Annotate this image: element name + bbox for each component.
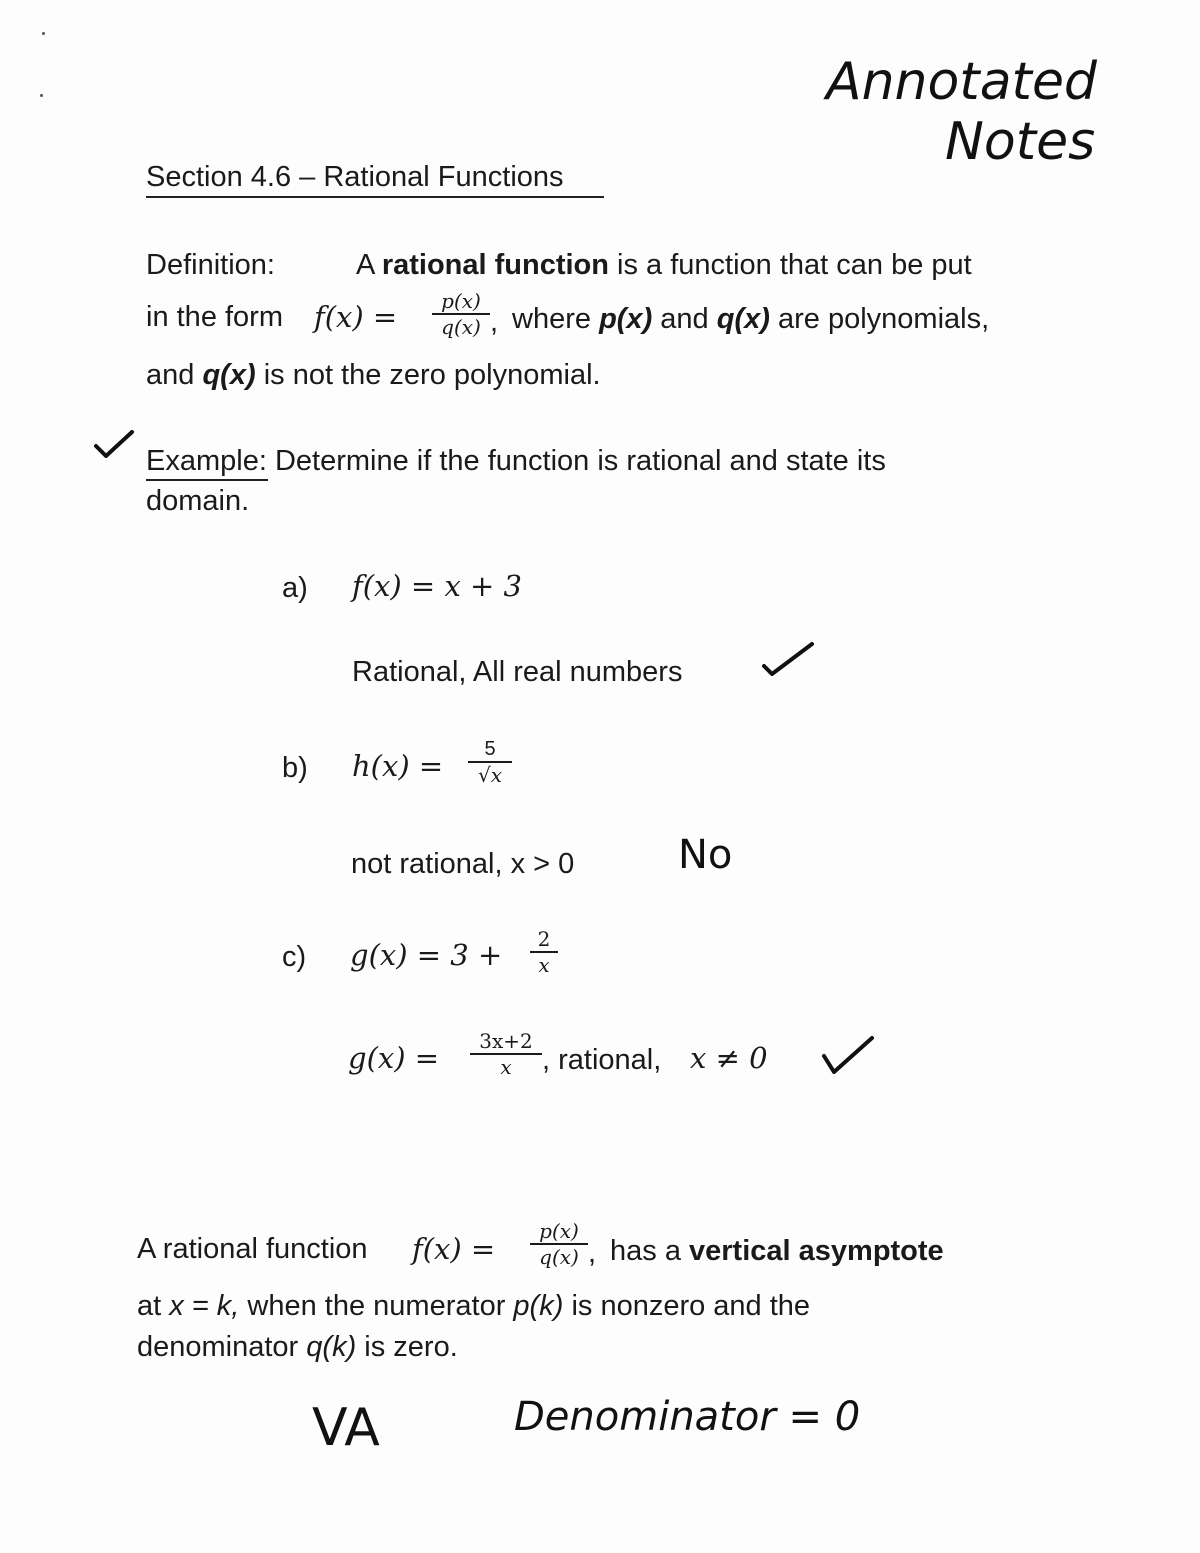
item-c-answer-fraction bbox=[470, 1030, 542, 1078]
definition-line3-post: is not the zero polynomial. bbox=[263, 359, 601, 391]
example-text: : Determine if the function is rational and state its bbox=[258, 445, 886, 477]
item-b-label: b) bbox=[282, 752, 308, 784]
va-line1-mid: has a bbox=[610, 1235, 681, 1267]
item-c-answer-lhs: g(x) = bbox=[348, 1041, 440, 1075]
item-a-label: a) bbox=[282, 572, 308, 604]
va-line1-rest bbox=[610, 1234, 944, 1269]
definition-line1 bbox=[356, 248, 972, 283]
px-term: p(x) bbox=[599, 303, 653, 335]
item-b-note: No bbox=[678, 832, 733, 878]
fraction-denominator: q(x) bbox=[441, 314, 481, 339]
qx-term: q(x) bbox=[716, 303, 770, 335]
item-a-answer: Rational, All real numbers bbox=[352, 656, 683, 688]
checkmark-icon bbox=[820, 1034, 876, 1078]
fraction-denominator: √x bbox=[477, 762, 503, 787]
fraction-numerator: p(x) bbox=[539, 1219, 579, 1243]
definition-line1-post: is a function that can be put bbox=[617, 249, 972, 281]
va-xk: x = k, bbox=[169, 1290, 240, 1322]
definition-label: Definition: bbox=[146, 249, 275, 281]
checkmark-icon bbox=[92, 428, 136, 462]
section-title: Section 4.6 – Rational Functions bbox=[146, 161, 564, 193]
annotated-label: Annotated bbox=[826, 52, 1097, 112]
checkmark-icon bbox=[760, 640, 816, 680]
rational-function-term: rational function bbox=[381, 249, 609, 281]
section-title-underline bbox=[146, 196, 604, 198]
definition-fraction bbox=[432, 290, 490, 338]
va-fx: f(x) = bbox=[412, 1232, 496, 1266]
fraction-denominator: x bbox=[538, 952, 550, 977]
definition-line2-rest bbox=[512, 302, 989, 337]
item-c-answer-cond: x ≠ 0 bbox=[690, 1041, 768, 1075]
fraction-numerator: 5 bbox=[484, 738, 496, 760]
va-fraction bbox=[530, 1220, 588, 1268]
va-pk: p(k) bbox=[513, 1290, 564, 1322]
where-word: where bbox=[512, 303, 591, 335]
item-c-fraction bbox=[530, 928, 558, 976]
definition-line1-pre: A bbox=[356, 249, 374, 281]
va-qk: q(k) bbox=[306, 1331, 357, 1363]
va-line3-post: is zero. bbox=[364, 1331, 458, 1363]
item-c-label: c) bbox=[282, 941, 307, 973]
definition-fx: f(x) = bbox=[314, 300, 398, 334]
fraction-denominator: x bbox=[500, 1054, 512, 1079]
fraction-numerator: p(x) bbox=[441, 289, 481, 313]
example-label: Example bbox=[146, 445, 259, 477]
scan-speck bbox=[42, 32, 45, 35]
qx-term-2: q(x) bbox=[202, 359, 256, 391]
fraction-numerator: 2 bbox=[537, 927, 551, 951]
item-b-fraction bbox=[468, 738, 512, 786]
and-word: and bbox=[660, 303, 709, 335]
va-line1-pre: A rational function bbox=[137, 1233, 368, 1265]
va-line2-mid: when the numerator bbox=[247, 1290, 506, 1322]
fraction-denominator: q(x) bbox=[539, 1244, 579, 1269]
vertical-asymptote-term: vertical asymptote bbox=[689, 1235, 944, 1267]
example-line1 bbox=[146, 444, 886, 479]
definition-comma: , bbox=[490, 306, 499, 338]
item-b-answer: not rational, x > 0 bbox=[351, 848, 575, 880]
definition-line2-post: are polynomials, bbox=[777, 303, 990, 335]
item-c-expr: g(x) = 3 + bbox=[350, 938, 503, 972]
definition-line2-pre: in the form bbox=[146, 301, 283, 333]
va-line2 bbox=[137, 1289, 810, 1324]
notes-label: Notes bbox=[945, 112, 1096, 172]
va-comma: , bbox=[588, 1237, 597, 1269]
va-line3 bbox=[137, 1330, 458, 1365]
va-line2-post: is nonzero and the bbox=[571, 1290, 811, 1322]
denominator-handwritten-note: Denominator = 0 bbox=[514, 1394, 861, 1440]
scan-speck bbox=[40, 94, 43, 97]
va-handwritten-label: VA bbox=[312, 1398, 380, 1458]
fraction-numerator: 3x+2 bbox=[479, 1029, 533, 1053]
item-a-expr: f(x) = x + 3 bbox=[352, 569, 522, 603]
example-underline bbox=[146, 479, 268, 481]
definition-line3 bbox=[146, 358, 601, 393]
va-line2-pre: at bbox=[137, 1290, 162, 1322]
definition-line3-pre: and bbox=[146, 359, 195, 391]
example-line2: domain. bbox=[146, 485, 250, 517]
va-line3-pre: denominator bbox=[137, 1331, 299, 1363]
item-b-expr: h(x) = bbox=[352, 749, 444, 783]
item-c-answer-rest: , rational, bbox=[542, 1044, 662, 1076]
